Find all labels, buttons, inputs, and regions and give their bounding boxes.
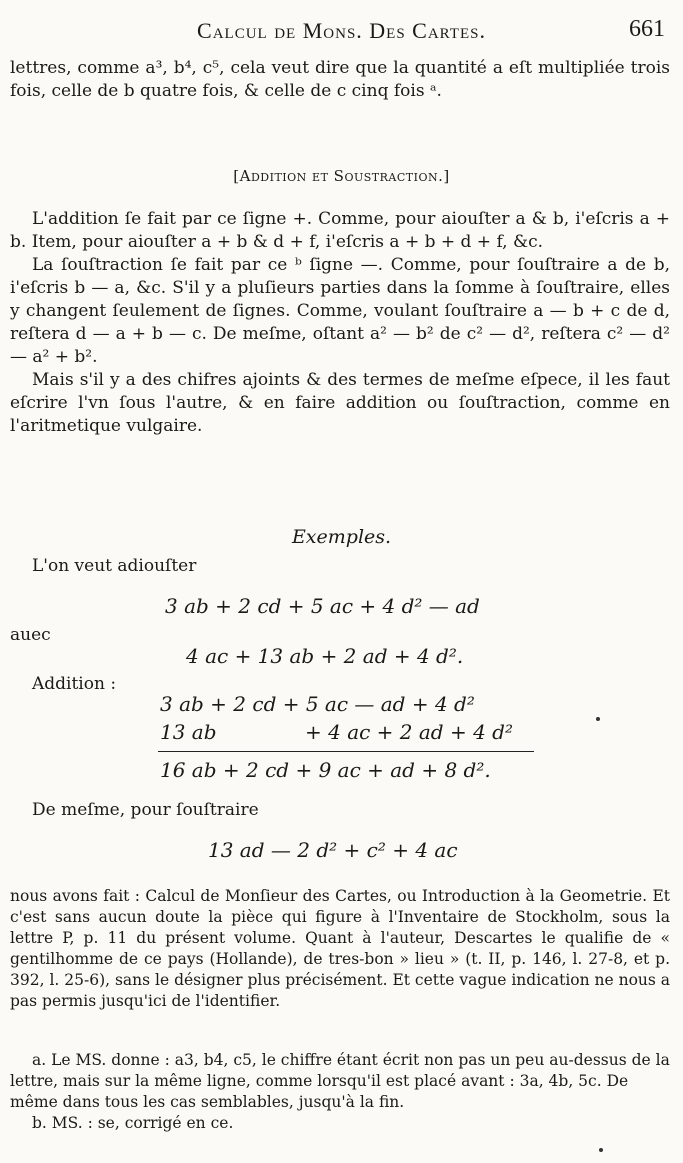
commentary: [10, 886, 670, 1012]
formula-1: 3 ab + 2 cd + 5 ac + 4 d² — ad: [165, 594, 480, 618]
examples-intro: L'on veut adiouſter: [32, 556, 197, 576]
sum-line-1: 3 ab + 2 cd + 5 ac — ad + 4 d²: [160, 692, 475, 716]
ink-spot: [596, 717, 600, 721]
paragraph-1: lettres, comme a³, b⁴, c⁵, cela veut dire que la quantité a eſt multipliée trois fois, celle de b quatre fois, & celle de c cinq fois ᵃ.: [10, 58, 670, 101]
page-number: 661: [629, 16, 665, 42]
running-title: Calcul de Mons. Des Cartes.: [197, 18, 486, 43]
footnote-a: a. Le MS. donne : a3, b4, c5, le chiffre étant écrit non pas un peu au-dessus de la lettre, mais sur la même ligne, comme lorsqu'il est placé avant : 3a, 4b, 5c. De même dans tous les cas semblables, jusqu'à la fin.: [10, 1051, 670, 1111]
auec-label: auec: [10, 625, 51, 645]
paragraph-addition: L'addition ſe fait par ce ſigne +. Comme, pour aiouſter a & b, i'eſcris a + b. Item, pour aiouſter a + b & d + f, i'eſcris a + b + d + f, &c.: [10, 209, 670, 252]
sum-rule: [158, 751, 534, 752]
section-title: [Addition et Soustraction.]: [233, 167, 450, 185]
addition-label: Addition :: [32, 674, 117, 694]
sum-line-2-left: 13 ab: [160, 720, 217, 744]
subtraction-intro: De meſme, pour ſouſtraire: [32, 800, 259, 820]
examples-heading: Exemples.: [291, 526, 392, 548]
formula-3: 13 ad — 2 d² + c² + 4 ac: [208, 838, 458, 862]
footnotes: [10, 1050, 670, 1134]
page-header: [0, 10, 683, 44]
formula-2: 4 ac + 13 ab + 2 ad + 4 d².: [186, 644, 464, 668]
paragraph-soustraction: La ſouſtraction ſe fait par ce ᵇ ſigne —. Comme, pour ſouſtraire a de b, i'eſcris b — a, &c. S'il y a pluſieurs parties dans la ſomme à ſouſtraire, elles y changent ſeulement de ſignes. Comme, voulant ſouſtraire a — b + c de d, reſtera d — a + b — c. De meſme, oſtant a² — b² de c² — d², reſtera c² — d² — a² + b².: [10, 255, 670, 367]
sum-line-2-right: + 4 ac + 2 ad + 4 d²: [305, 720, 513, 744]
paragraph-chifres: Mais s'il y a des chifres ajoints & des termes de meſme eſpece, il les faut eſcrire l'vn ſous l'autre, & en faire addition ou ſouſtraction, comme en l'aritmetique vulgaire.: [10, 370, 670, 436]
main-paragraphs: [10, 208, 670, 438]
paragraph-continuation: [10, 57, 670, 103]
commentary-text: nous avons fait : Calcul de Monſieur des Cartes, ou Introduction à la Geometrie. Et c'est sans aucun doute la pièce qui figure à l'Inventaire de Stockholm, sous la lettre P, p. 11 du présent volume. Quant à l'auteur, Descartes le qualifie de « gentilhomme de ce pays (Hollande), de tres-bon » lieu » (t. II, p. 146, l. 27-8, et p. 392, l. 25-6), sans le désigner plus précisément. Et cette vague indication ne nous a pas permis jusqu'ici de l'identifier.: [10, 887, 671, 1010]
sum-result: 16 ab + 2 cd + 9 ac + ad + 8 d².: [160, 758, 491, 782]
ink-spot-bottom: [599, 1148, 603, 1152]
footnote-b: b. MS. : se, corrigé en ce.: [32, 1114, 234, 1132]
